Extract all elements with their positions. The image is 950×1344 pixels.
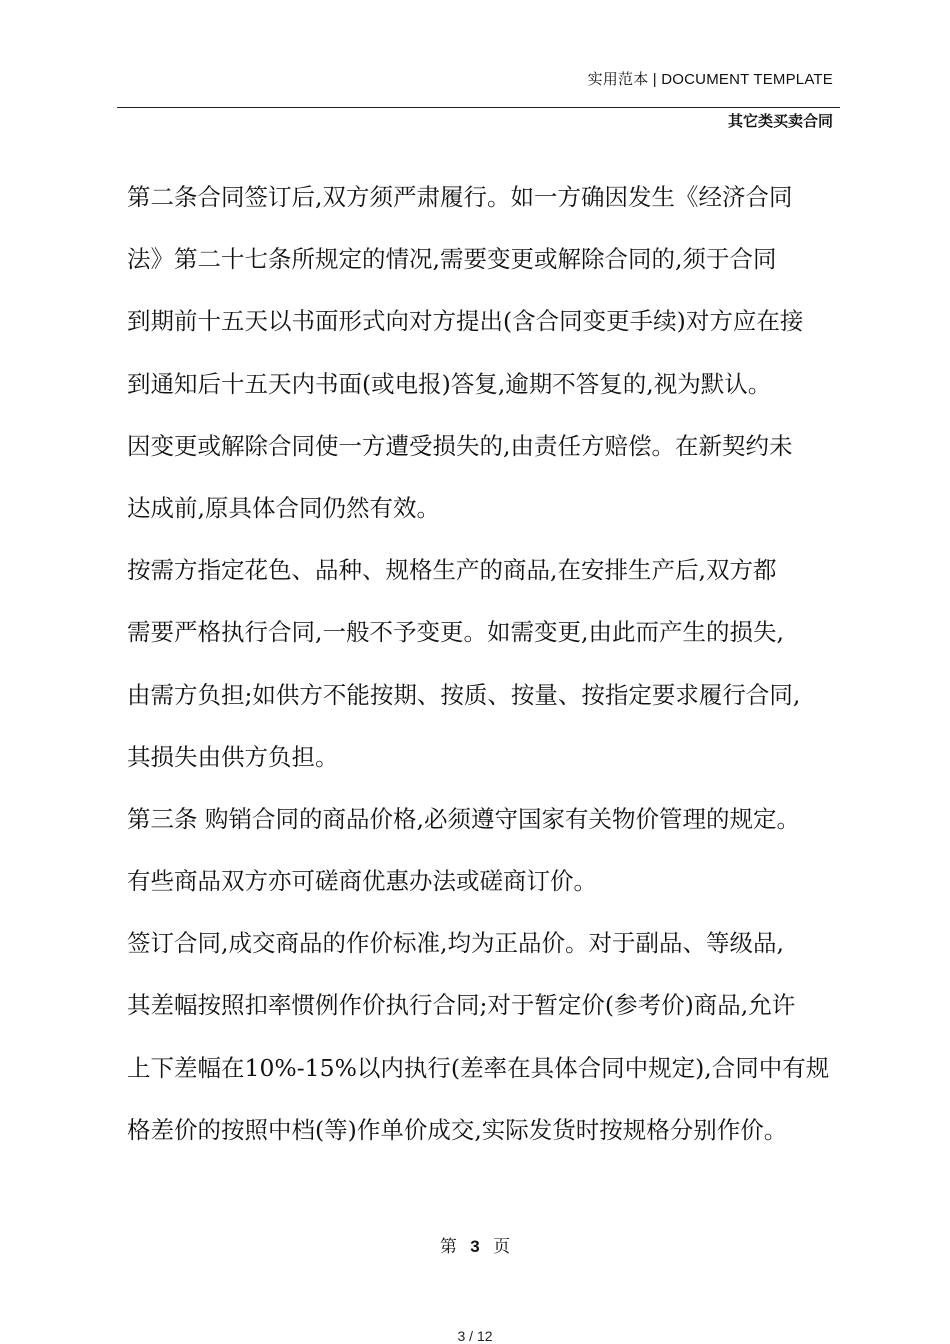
body-line: 需要严格执行合同,一般不予变更。如需变更,由此而产生的损失, — [127, 618, 784, 647]
body-line: 第三条 购销合同的商品价格,必须遵守国家有关物价管理的规定。 — [127, 804, 800, 833]
body-line: 到期前十五天以书面形式向对方提出(含合同变更手续)对方应在接 — [127, 307, 804, 336]
body-line: 第二条合同签订后,双方须严肃履行。如一方确因发生《经济合同 — [127, 183, 793, 211]
header-title: 实用范本 | DOCUMENT TEMPLATE — [587, 71, 833, 88]
body-line: 其差幅按照扣率惯例作价执行合同;对于暂定价(参考价)商品,允许 — [127, 991, 796, 1020]
page-number-prefix: 第 — [439, 1237, 457, 1257]
page-number — [0, 1232, 950, 1257]
header-divider — [117, 107, 840, 108]
body-line: 由需方负担;如供方不能按期、按质、按量、按指定要求履行合同, — [127, 680, 801, 709]
body-line: 上下差幅在10%-15%以内执行(差率在具体合同中规定),合同中有规 — [127, 1053, 830, 1082]
body-line: 有些商品双方亦可磋商优惠办法或磋商订价。 — [127, 867, 597, 896]
body-line: 法》第二十七条所规定的情况,需要变更或解除合同的,须于合同 — [127, 245, 777, 274]
body-line: 达成前,原具体合同仍然有效。 — [127, 493, 440, 522]
body-line: 按需方指定花色、品种、规格生产的商品,在安排生产后,双方都 — [127, 556, 777, 585]
body-line: 格差价的按照中档(等)作单价成交,实际发货时按规格分别作价。 — [127, 1115, 788, 1144]
body-line: 到通知后十五天内书面(或电报)答复,逾期不答复的,视为默认。 — [127, 369, 772, 398]
body-line: 其损失由供方负担。 — [127, 742, 339, 771]
document-body — [127, 175, 847, 1170]
body-line: 签订合同,成交商品的作价标准,均为正品价。对于副品、等级品, — [127, 929, 784, 958]
page-number-value: 3 — [470, 1237, 480, 1256]
page-number-suffix: 页 — [493, 1237, 511, 1257]
page-counter: 3 / 12 — [457, 1328, 493, 1344]
body-line: 因变更或解除合同使一方遭受损失的,由责任方赔偿。在新契约未 — [127, 431, 793, 460]
header-subtitle: 其它类买卖合同 — [727, 113, 833, 130]
